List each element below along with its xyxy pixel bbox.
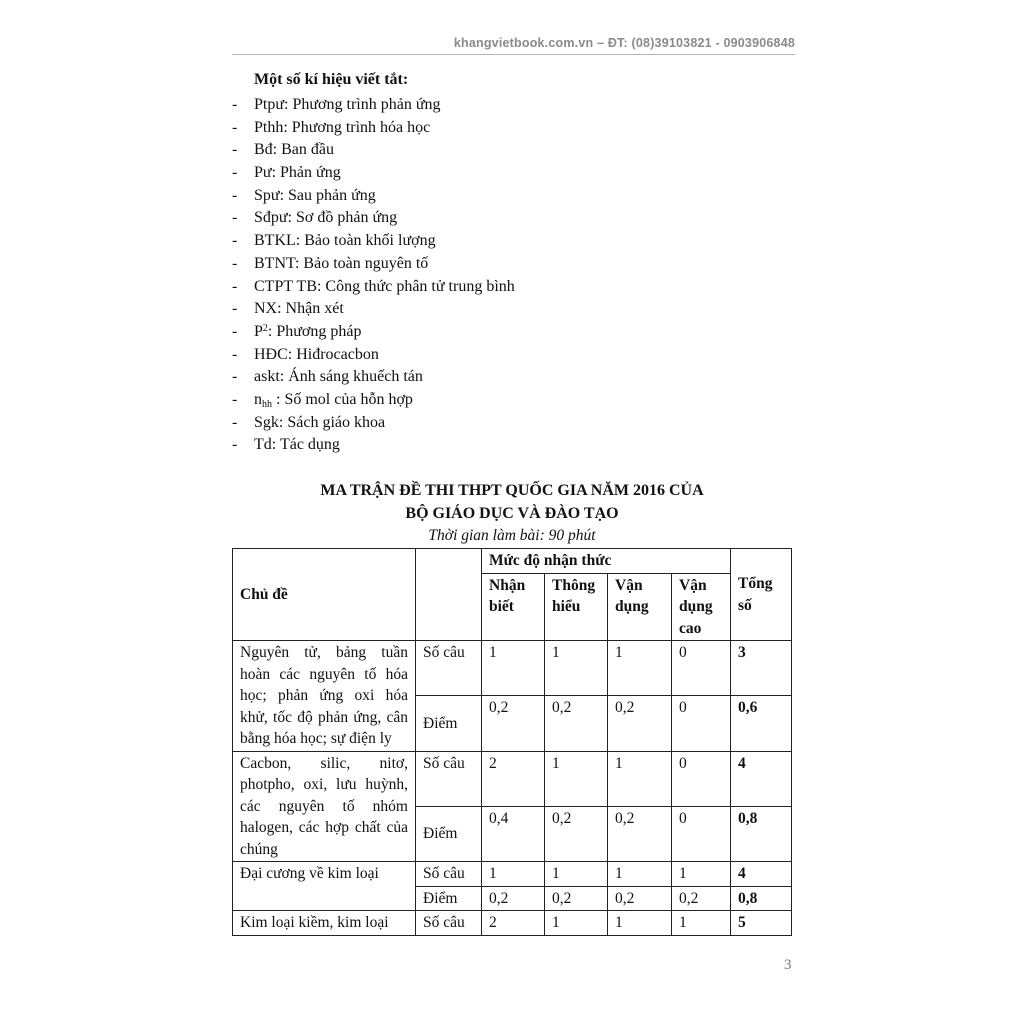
diem-value: 0,4 [482,806,545,861]
abbreviation-item [232,298,515,321]
abbreviation-key: Sđpư [254,209,288,227]
table-row [233,641,792,696]
header-divider [232,54,795,55]
so-cau-value: 1 [608,911,672,936]
diem-label: Điểm [416,886,482,911]
topic-cell: Cacbon, silic, nitơ, photpho, oxi, lưu huỳnh, các nguyên tố nhóm halogen, các hợp chất của chúng [233,751,416,862]
abbreviation-meaning: : Tác dụng [271,436,340,454]
abbreviation-key: Spư [254,186,280,204]
abbreviation-item [232,162,515,185]
so-cau-value: 1 [545,911,608,936]
list-bullet: - [232,345,238,363]
list-bullet: - [232,368,238,386]
abbreviation-meaning: : Phương pháp [267,322,362,340]
list-bullet: - [232,436,238,454]
abbreviation-key: BTNT [254,254,295,272]
header-level-van-dung-cao: Vận dụng cao [672,573,731,641]
so-cau-value: 1 [545,641,608,696]
abbreviation-meaning: : Phương trình phản ứng [284,96,441,113]
abbreviation-item [232,230,515,253]
diem-value: 0,2 [545,806,608,861]
list-bullet: - [232,322,238,340]
abbreviation-key: HĐC [254,345,288,363]
so-cau-total: 5 [731,911,792,936]
diem-label: Điểm [416,806,482,861]
abbreviation-item [232,139,515,162]
abbreviation-key: askt [254,368,280,386]
diem-total: 0,8 [731,886,792,911]
table-row [233,751,792,806]
abbreviation-key: Bđ [254,141,273,159]
so-cau-value: 1 [545,862,608,887]
so-cau-total: 4 [731,751,792,806]
abbreviation-key: Ptpư [254,96,285,113]
abbreviation-key: Td [254,436,272,454]
abbreviation-item [232,344,515,367]
so-cau-value: 2 [482,911,545,936]
list-bullet: - [232,232,238,250]
abbreviation-meaning: : Ban đầu [272,141,334,159]
diem-value: 0 [672,696,731,751]
header-topic: Chủ đề [233,549,416,641]
header-level-thong-hieu: Thông hiểu [545,573,608,641]
list-bullet: - [232,209,238,227]
list-bullet: - [232,96,238,113]
abbreviation-key: Pư [254,164,272,182]
abbreviation-item [232,412,515,435]
abbreviation-key: P [254,322,263,340]
table-row [233,862,792,887]
list-bullet: - [232,186,238,204]
diem-value: 0,2 [545,696,608,751]
so-cau-label: Số câu [416,641,482,696]
diem-total: 0,6 [731,696,792,751]
so-cau-label: Số câu [416,911,482,936]
abbreviations-title: Một số kí hiệu viết tắt: [254,71,409,88]
abbreviation-meaning: : Công thức phân tử trung bình [316,277,515,295]
abbreviation-key: CTPT TB [254,277,317,295]
so-cau-value: 1 [672,862,731,887]
diem-label: Điểm [416,696,482,751]
abbreviation-key: Pthh [254,118,284,136]
list-bullet: - [232,413,238,431]
list-bullet: - [232,141,238,159]
abbreviation-item [232,276,515,299]
topic-cell: Kim loại kiềm, kim loại [233,911,416,936]
abbreviation-key: NX [254,300,278,318]
so-cau-value: 1 [482,862,545,887]
topic-cell: Nguyên tử, bảng tuần hoàn các nguyên tố hóa học; phản ứng oxi hóa khử, tốc độ phản ứng, cân bằng hóa học; sự điện ly [233,641,416,752]
abbreviations-list [232,94,515,457]
abbreviation-key: BTKL [254,232,296,250]
abbreviation-meaning: : Bảo toàn khối lượng [295,232,436,250]
abbreviation-meaning: : Sau phản ứng [279,186,376,204]
so-cau-value: 1 [672,911,731,936]
header-level-group: Mức độ nhận thức [482,549,731,574]
matrix-subtitle: Thời gian làm bài: 90 phút [428,527,596,544]
abbreviation-item [232,207,515,230]
abbreviation-meaning: : Ánh sáng khuếch tán [279,368,423,386]
abbreviation-key: n [254,390,262,408]
abbreviation-meaning: : Phương trình hóa học [283,118,431,136]
abbreviation-item [232,253,515,276]
topic-cell: Đại cương về kim loại [233,862,416,911]
so-cau-total: 3 [731,641,792,696]
so-cau-value: 1 [608,862,672,887]
header-blank [416,549,482,641]
abbreviation-meaning: : Sách giáo khoa [278,413,386,431]
exam-matrix-table [232,548,792,936]
abbreviation-item [232,366,515,389]
so-cau-value: 0 [672,751,731,806]
matrix-title-line-1: MA TRẬN ĐỀ THI THPT QUỐC GIA NĂM 2016 CỦA [320,482,704,499]
list-bullet: - [232,254,238,272]
so-cau-total: 4 [731,862,792,887]
diem-value: 0,2 [482,886,545,911]
abbreviation-item [232,321,515,344]
so-cau-value: 1 [482,641,545,696]
diem-value: 0 [672,806,731,861]
abbreviation-item [232,434,515,457]
so-cau-value: 1 [545,751,608,806]
abbreviation-meaning: : Hiđrocacbon [287,345,379,363]
list-bullet: - [232,390,238,408]
abbreviation-item [232,185,515,208]
so-cau-value: 1 [608,641,672,696]
table-row [233,911,792,936]
so-cau-value: 0 [672,641,731,696]
table-header-row [233,549,792,574]
abbreviation-meaning: : Sơ đồ phản ứng [287,209,398,227]
list-bullet: - [232,300,238,318]
header-level-van-dung: Vận dụng [608,573,672,641]
list-bullet: - [232,118,238,136]
page-number: 3 [784,957,792,973]
diem-value: 0,2 [608,886,672,911]
so-cau-label: Số câu [416,751,482,806]
abbreviation-key: Sgk [254,413,279,431]
abbreviation-superscript: 2 [262,322,268,334]
list-bullet: - [232,164,238,182]
abbreviation-item [232,389,515,412]
abbreviation-item [232,94,515,117]
so-cau-value: 1 [608,751,672,806]
page-header: khangvietbook.com.vn – ĐT: (08)39103821 - 0903906848 [453,36,795,50]
so-cau-value: 2 [482,751,545,806]
header-level-nhan-biet: Nhận biết [482,573,545,641]
diem-value: 0,2 [672,886,731,911]
abbreviation-subscript: hh [262,398,272,410]
list-bullet: - [232,277,238,295]
diem-value: 0,2 [545,886,608,911]
so-cau-label: Số câu [416,862,482,887]
header-total: Tổng số [731,549,792,641]
diem-total: 0,8 [731,806,792,861]
abbreviation-meaning: : Bảo toàn nguyên tố [294,254,429,272]
diem-value: 0,2 [608,806,672,861]
diem-value: 0,2 [482,696,545,751]
abbreviation-item [232,117,515,140]
abbreviation-meaning: : Nhận xét [277,300,344,318]
abbreviation-meaning: : Số mol của hỗn hợp [272,390,413,408]
diem-value: 0,2 [608,696,672,751]
matrix-title-line-2: BỘ GIÁO DỤC VÀ ĐÀO TẠO [405,505,619,522]
abbreviation-meaning: : Phản ứng [271,164,341,182]
